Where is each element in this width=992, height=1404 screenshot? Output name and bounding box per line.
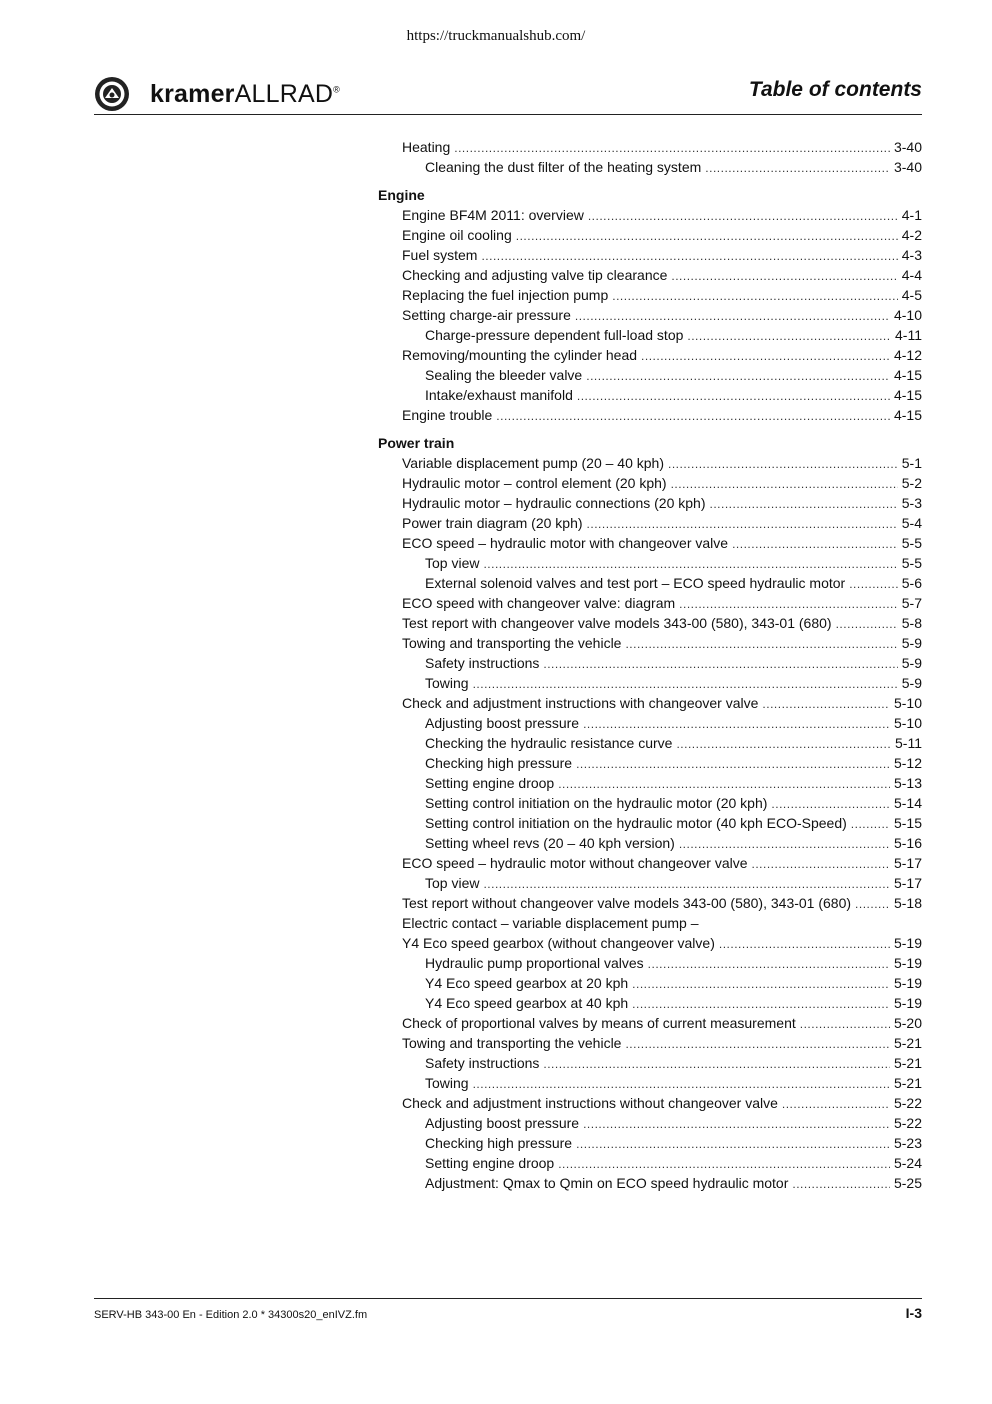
toc-entry[interactable] bbox=[378, 673, 922, 693]
toc-leader-dots bbox=[543, 654, 897, 674]
toc-leader-dots bbox=[709, 494, 897, 514]
toc-entry-title: Power train diagram (20 kph) bbox=[402, 515, 583, 531]
toc-entry-title: Top view bbox=[425, 555, 480, 571]
toc-group-engine bbox=[378, 205, 922, 425]
toc-entry[interactable] bbox=[378, 365, 922, 385]
toc-leader-dots bbox=[483, 554, 897, 574]
toc-entry-title: Intake/exhaust manifold bbox=[425, 387, 573, 403]
toc-entry[interactable] bbox=[378, 953, 922, 973]
toc-leader-dots bbox=[782, 1094, 890, 1114]
toc-leader-dots bbox=[625, 634, 897, 654]
toc-entry-page: 5-15 bbox=[893, 815, 922, 831]
toc-entry-title: Checking the hydraulic resistance curve bbox=[425, 735, 673, 751]
toc-entry[interactable] bbox=[378, 245, 922, 265]
toc-entry-page: 4-3 bbox=[901, 247, 922, 263]
toc-entry-page: 5-8 bbox=[901, 615, 922, 631]
toc-entry-page: 5-22 bbox=[893, 1095, 922, 1111]
toc-leader-dots bbox=[762, 694, 890, 714]
toc-leader-dots bbox=[481, 246, 897, 266]
toc-leader-dots bbox=[687, 326, 891, 346]
toc-entry-title: Hydraulic motor – control element (20 kph) bbox=[402, 475, 667, 491]
toc-entry-title: Towing bbox=[425, 1075, 469, 1091]
toc-entry-page: 4-15 bbox=[893, 407, 922, 423]
toc-entry-title: Test report without changeover valve models 343-00 (580), 343-01 (680) bbox=[402, 895, 852, 911]
toc-entry-page: 5-5 bbox=[901, 535, 922, 551]
toc-leader-dots bbox=[454, 138, 890, 158]
toc-entry-title: Checking and adjusting valve tip clearance bbox=[402, 267, 668, 283]
toc-entry[interactable] bbox=[378, 533, 922, 553]
toc-leader-dots bbox=[516, 226, 898, 246]
toc-entry-title: External solenoid valves and test port – ECO speed hydraulic motor bbox=[425, 575, 846, 591]
toc-entry-page: 5-9 bbox=[901, 675, 922, 691]
toc-entry[interactable] bbox=[378, 1133, 922, 1153]
toc-entry-page: 5-19 bbox=[893, 955, 922, 971]
toc-entry-title: Cleaning the dust filter of the heating system bbox=[425, 159, 702, 175]
kramer-logo bbox=[94, 76, 340, 112]
toc-entry-page: 5-2 bbox=[901, 475, 922, 491]
toc-entry-title: Fuel system bbox=[402, 247, 478, 263]
toc-entry-page: 5-4 bbox=[901, 515, 922, 531]
toc-entry[interactable] bbox=[378, 1073, 922, 1093]
toc-entry-page: 3-40 bbox=[893, 159, 922, 175]
toc-entry-title: Top view bbox=[425, 875, 480, 891]
toc-entry-title: Test report with changeover valve models 343-00 (580), 343-01 (680) bbox=[402, 615, 832, 631]
toc-entry-page: 4-2 bbox=[901, 227, 922, 243]
toc-entry-title: Safety instructions bbox=[425, 655, 540, 671]
toc-leader-dots bbox=[632, 974, 890, 994]
toc-leader-dots bbox=[588, 206, 898, 226]
toc-entry[interactable] bbox=[378, 1093, 922, 1113]
toc-entry-title: Towing and transporting the vehicle bbox=[402, 635, 622, 651]
toc-entry-page: 5-9 bbox=[901, 635, 922, 651]
toc-entry-page: 4-5 bbox=[901, 287, 922, 303]
page-title: Table of contents bbox=[748, 78, 922, 101]
toc-leader-dots bbox=[855, 894, 890, 914]
toc-leader-dots bbox=[792, 1174, 890, 1194]
toc-leader-dots bbox=[586, 366, 890, 386]
toc-entry-title: Setting wheel revs (20 – 40 kph version) bbox=[425, 835, 675, 851]
toc-entry-title: Safety instructions bbox=[425, 1055, 540, 1071]
toc-entry-title: Setting charge-air pressure bbox=[402, 307, 571, 323]
toc-entry[interactable] bbox=[378, 793, 922, 813]
toc-entry-page: 5-21 bbox=[893, 1075, 922, 1091]
toc-entry-title: Check of proportional valves by means of current measurement bbox=[402, 1015, 796, 1031]
toc-entry-page: 3-40 bbox=[893, 139, 922, 155]
toc-entry[interactable] bbox=[378, 325, 922, 345]
toc-leader-dots bbox=[583, 1114, 890, 1134]
toc-entry-title: Checking high pressure bbox=[425, 755, 573, 771]
section-heading-engine: Engine bbox=[378, 187, 425, 203]
toc-entry[interactable] bbox=[378, 913, 922, 933]
toc-leader-dots bbox=[836, 614, 898, 634]
toc-entry-page: 4-15 bbox=[893, 387, 922, 403]
toc-entry[interactable] bbox=[378, 613, 922, 633]
toc-entry-page: 5-5 bbox=[901, 555, 922, 571]
toc-entry[interactable] bbox=[378, 137, 922, 157]
toc-leader-dots bbox=[483, 874, 890, 894]
toc-entry[interactable] bbox=[378, 1033, 922, 1053]
toc-leader-dots bbox=[587, 514, 898, 534]
toc-entry-page: 5-25 bbox=[893, 1175, 922, 1191]
toc-leader-dots bbox=[473, 674, 898, 694]
toc-entry-title: Check and adjustment instructions with changeover valve bbox=[402, 695, 759, 711]
toc-entry-page: 5-23 bbox=[893, 1135, 922, 1151]
toc-leader-dots bbox=[641, 346, 890, 366]
toc-entry-title: Electric contact – variable displacement pump – bbox=[402, 915, 699, 931]
toc-entry[interactable] bbox=[378, 285, 922, 305]
toc-entry-title: Variable displacement pump (20 – 40 kph) bbox=[402, 455, 665, 471]
toc-entry-title: Checking high pressure bbox=[425, 1135, 573, 1151]
footer-document-reference: SERV-HB 343-00 En - Edition 2.0 * 34300s20_enIVZ.fm bbox=[94, 1309, 368, 1321]
toc-entry[interactable] bbox=[378, 1113, 922, 1133]
toc-leader-dots bbox=[612, 286, 898, 306]
toc-entry-title: Adjustment: Qmax to Qmin on ECO speed hydraulic motor bbox=[425, 1175, 789, 1191]
toc-entry[interactable] bbox=[378, 473, 922, 493]
toc-entry-page: 5-7 bbox=[901, 595, 922, 611]
toc-entry[interactable] bbox=[378, 753, 922, 773]
toc-entry[interactable] bbox=[378, 593, 922, 613]
toc-entry-title: Removing/mounting the cylinder head bbox=[402, 347, 638, 363]
toc-leader-dots bbox=[771, 794, 890, 814]
toc-entry[interactable] bbox=[378, 853, 922, 873]
brand-wordmark bbox=[150, 80, 340, 109]
toc-entry-title: Engine BF4M 2011: overview bbox=[402, 207, 584, 223]
toc-entry-title: Check and adjustment instructions without changeover valve bbox=[402, 1095, 778, 1111]
toc-leader-dots bbox=[679, 834, 890, 854]
toc-entry[interactable] bbox=[378, 773, 922, 793]
toc-entry[interactable] bbox=[378, 157, 922, 177]
toc-entry-page: 4-12 bbox=[893, 347, 922, 363]
toc-entry[interactable] bbox=[378, 345, 922, 365]
toc-entry[interactable] bbox=[378, 453, 922, 473]
toc-entry-page: 5-13 bbox=[893, 775, 922, 791]
toc-entry-page: 5-3 bbox=[901, 495, 922, 511]
toc-entry-page: 5-10 bbox=[893, 715, 922, 731]
toc-entry-title: Adjusting boost pressure bbox=[425, 715, 580, 731]
toc-entry-page: 5-19 bbox=[893, 935, 922, 951]
toc-entry[interactable] bbox=[378, 405, 922, 425]
section-heading-power-train: Power train bbox=[378, 435, 455, 451]
toc-leader-dots bbox=[625, 1034, 890, 1054]
toc-leader-dots bbox=[473, 1074, 890, 1094]
toc-entry-title: Engine trouble bbox=[402, 407, 493, 423]
toc-entry-title: ECO speed – hydraulic motor without changeover valve bbox=[402, 855, 748, 871]
toc-entry-page: 5-9 bbox=[901, 655, 922, 671]
toc-entry[interactable] bbox=[378, 265, 922, 285]
toc-entry-page: 5-17 bbox=[893, 855, 922, 871]
toc-entry[interactable] bbox=[378, 973, 922, 993]
toc-entry-page: 4-11 bbox=[895, 327, 922, 343]
toc-leader-dots bbox=[676, 734, 891, 754]
toc-entry-page: 5-11 bbox=[895, 735, 922, 751]
toc-entry-page: 4-10 bbox=[893, 307, 922, 323]
toc-group-heating bbox=[378, 137, 922, 177]
toc-entry-title: Engine oil cooling bbox=[402, 227, 512, 243]
toc-leader-dots bbox=[577, 386, 890, 406]
toc-entry-title: Heating bbox=[402, 139, 451, 155]
toc-leader-dots bbox=[671, 266, 897, 286]
toc-leader-dots bbox=[558, 774, 890, 794]
toc-entry-page: 5-12 bbox=[893, 755, 922, 771]
toc-entry-title: Setting control initiation on the hydraulic motor (40 kph ECO-Speed) bbox=[425, 815, 847, 831]
toc-leader-dots bbox=[632, 994, 890, 1014]
toc-leader-dots bbox=[648, 954, 890, 974]
toc-leader-dots bbox=[575, 306, 890, 326]
toc-entry-title: Y4 Eco speed gearbox at 20 kph bbox=[425, 975, 629, 991]
toc-entry[interactable] bbox=[378, 573, 922, 593]
toc-leader-dots bbox=[851, 814, 890, 834]
toc-entry-page: 5-24 bbox=[893, 1155, 922, 1171]
toc-entry[interactable] bbox=[378, 305, 922, 325]
toc-entry-title: Setting control initiation on the hydraulic motor (20 kph) bbox=[425, 795, 768, 811]
toc-entry-page: 5-14 bbox=[893, 795, 922, 811]
toc-leader-dots bbox=[800, 1014, 890, 1034]
toc-entry[interactable] bbox=[378, 713, 922, 733]
toc-leader-dots bbox=[576, 754, 890, 774]
toc-leader-dots bbox=[719, 934, 890, 954]
page-header bbox=[94, 74, 922, 115]
toc-entry-page: 5-10 bbox=[893, 695, 922, 711]
toc-entry[interactable] bbox=[378, 873, 922, 893]
toc-leader-dots bbox=[849, 574, 898, 594]
toc-entry-page: 5-19 bbox=[893, 995, 922, 1011]
toc-entry[interactable] bbox=[378, 1153, 922, 1173]
toc-entry-title: Hydraulic motor – hydraulic connections (20 kph) bbox=[402, 495, 706, 511]
toc-entry-page: 5-1 bbox=[901, 455, 922, 471]
toc-entry[interactable] bbox=[378, 693, 922, 713]
toc-entry-page: 5-19 bbox=[893, 975, 922, 991]
toc-entry[interactable] bbox=[378, 1173, 922, 1193]
toc-group-power-train bbox=[378, 453, 922, 1193]
toc-entry-title: Hydraulic pump proportional valves bbox=[425, 955, 644, 971]
toc-entry[interactable] bbox=[378, 205, 922, 225]
table-of-contents bbox=[378, 137, 922, 1193]
toc-leader-dots bbox=[671, 474, 898, 494]
toc-leader-dots bbox=[576, 1134, 890, 1154]
toc-entry-page: 4-1 bbox=[901, 207, 922, 223]
toc-entry[interactable] bbox=[378, 225, 922, 245]
toc-entry[interactable] bbox=[378, 553, 922, 573]
footer-divider bbox=[94, 1298, 922, 1299]
toc-entry-title: ECO speed – hydraulic motor with changeover valve bbox=[402, 535, 729, 551]
toc-entry-title: Adjusting boost pressure bbox=[425, 1115, 580, 1131]
toc-entry[interactable] bbox=[378, 893, 922, 913]
toc-entry[interactable] bbox=[378, 1013, 922, 1033]
toc-leader-dots bbox=[543, 1054, 890, 1074]
toc-entry-page: 5-18 bbox=[893, 895, 922, 911]
brand-suffix: ALLRAD bbox=[234, 79, 334, 108]
toc-entry-title: Towing and transporting the vehicle bbox=[402, 1035, 622, 1051]
toc-leader-dots bbox=[732, 534, 898, 554]
kramer-badge-icon bbox=[94, 76, 130, 112]
source-url[interactable]: https://truckmanualshub.com/ bbox=[406, 28, 586, 44]
toc-entry-title: Charge-pressure dependent full-load stop bbox=[425, 327, 684, 343]
footer-page-number: I-3 bbox=[905, 1305, 922, 1321]
toc-entry-title: Replacing the fuel injection pump bbox=[402, 287, 609, 303]
toc-entry[interactable] bbox=[378, 833, 922, 853]
toc-entry-page: 5-17 bbox=[893, 875, 922, 891]
toc-leader-dots bbox=[558, 1154, 890, 1174]
toc-leader-dots bbox=[668, 454, 898, 474]
toc-leader-dots bbox=[679, 594, 898, 614]
toc-entry-page: 5-16 bbox=[893, 835, 922, 851]
toc-entry-title: Sealing the bleeder valve bbox=[425, 367, 583, 383]
toc-entry-page: 5-20 bbox=[893, 1015, 922, 1031]
toc-entry-page: 4-4 bbox=[901, 267, 922, 283]
toc-entry-page: 5-21 bbox=[893, 1055, 922, 1071]
toc-entry[interactable] bbox=[378, 813, 922, 833]
toc-entry[interactable] bbox=[378, 993, 922, 1013]
toc-leader-dots bbox=[583, 714, 890, 734]
toc-leader-dots bbox=[752, 854, 890, 874]
toc-entry-page: 4-15 bbox=[893, 367, 922, 383]
toc-entry-page: 5-21 bbox=[893, 1035, 922, 1051]
toc-entry[interactable] bbox=[378, 733, 922, 753]
toc-entry[interactable] bbox=[378, 385, 922, 405]
toc-entry[interactable] bbox=[378, 653, 922, 673]
toc-entry-title: Setting engine droop bbox=[425, 775, 555, 791]
toc-entry-page: 5-22 bbox=[893, 1115, 922, 1131]
toc-entry-title: Towing bbox=[425, 675, 469, 691]
registered-mark: ® bbox=[333, 84, 340, 95]
toc-entry-page: 5-6 bbox=[901, 575, 922, 591]
toc-entry[interactable] bbox=[378, 493, 922, 513]
brand-name: kramer bbox=[150, 79, 235, 108]
toc-leader-dots bbox=[496, 406, 890, 426]
toc-entry[interactable] bbox=[378, 513, 922, 533]
toc-entry-title: Y4 Eco speed gearbox at 40 kph bbox=[425, 995, 629, 1011]
toc-entry-title: Y4 Eco speed gearbox (without changeover valve) bbox=[402, 935, 715, 951]
toc-entry[interactable] bbox=[378, 933, 922, 953]
toc-entry-title: ECO speed with changeover valve: diagram bbox=[402, 595, 676, 611]
toc-entry-title: Setting engine droop bbox=[425, 1155, 555, 1171]
toc-entry[interactable] bbox=[378, 1053, 922, 1073]
toc-leader-dots bbox=[705, 158, 890, 178]
toc-entry[interactable] bbox=[378, 633, 922, 653]
